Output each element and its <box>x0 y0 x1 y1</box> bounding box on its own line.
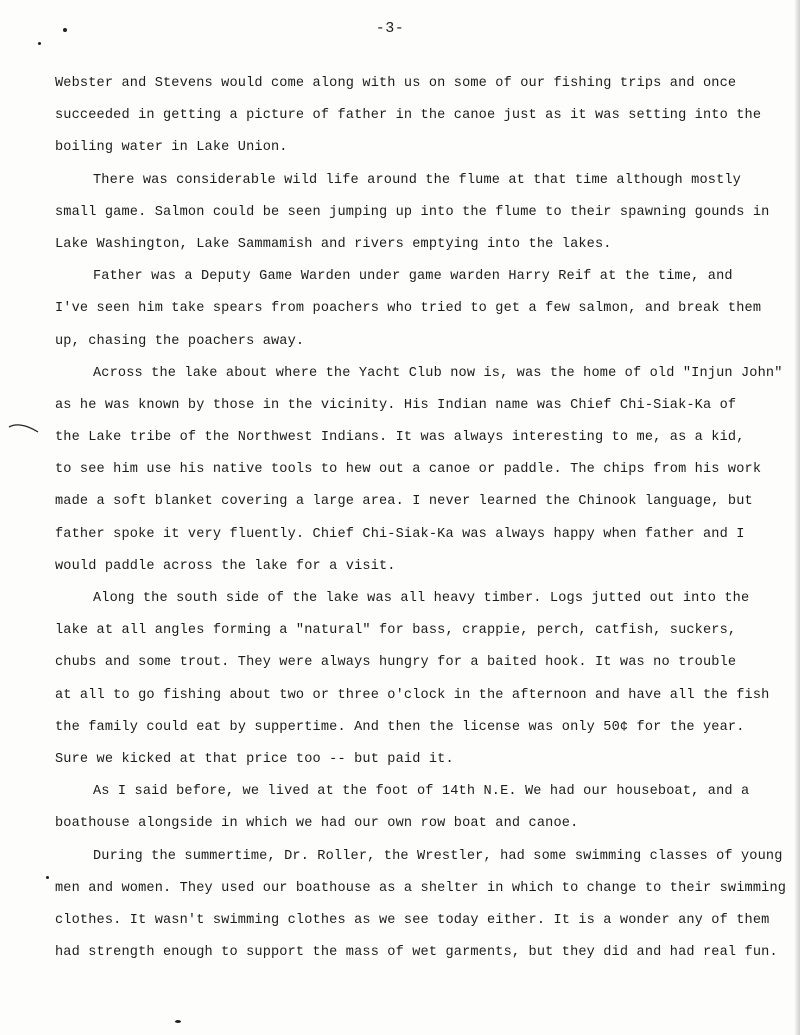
text-line: Lake Washington, Lake Sammamish and rivers emptying into the lakes. <box>55 236 612 252</box>
text-line: small game. Salmon could be seen jumping up into the flume to their spawning gounds in <box>55 204 770 220</box>
text-line: I've seen him take spears from poachers who tried to get a few salmon, and break them <box>55 301 762 317</box>
text-line: father spoke it very fluently. Chief Chi-Siak-Ka was always happy when father and I <box>55 526 745 542</box>
text-line: the Lake tribe of the Northwest Indians. It was always interesting to me, as a kid, <box>55 430 745 446</box>
text-line: chubs and some trout. They were always hungry for a baited hook. It was no trouble <box>55 655 737 671</box>
text-line: Father was a Deputy Game Warden under game warden Harry Reif at the time, and <box>93 269 733 285</box>
document-body <box>55 68 787 969</box>
text-line: at all to go fishing about two or three o'clock in the afternoon and have all the fish <box>55 687 770 703</box>
text-line: would paddle across the lake for a visit. <box>55 558 396 574</box>
text-line: the family could eat by suppertime. And then the license was only 50¢ for the year. <box>55 719 745 735</box>
scan-speck <box>38 42 41 45</box>
text-line: succeeded in getting a picture of father in the canoe just as it was setting into the <box>55 108 762 124</box>
text-line: boiling water in Lake Union. <box>55 140 288 156</box>
text-line: made a soft blanket covering a large area. I never learned the Chinook language, but <box>55 494 753 510</box>
text-line: men and women. They used our boathouse as a shelter in which to change to their swimming <box>55 880 787 896</box>
text-line: lake at all angles forming a "natural" for bass, crappie, perch, catfish, suckers, <box>55 623 737 639</box>
text-line: to see him use his native tools to hew out a canoe or paddle. The chips from his work <box>55 462 762 478</box>
page-edge-shadow <box>794 0 800 1035</box>
text-line: Along the south side of the lake was all heavy timber. Logs jutted out into the <box>93 591 750 606</box>
text-line: boathouse alongside in which we had our own row boat and canoe. <box>55 816 579 832</box>
text-line: Webster and Stevens would come along with us on some of our fishing trips and once <box>55 76 737 91</box>
scan-speck <box>63 28 67 32</box>
text-line: During the summertime, Dr. Roller, the Wrestler, had some swimming classes of young <box>93 848 783 864</box>
text-line: as he was known by those in the vicinity. His Indian name was Chief Chi-Siak-Ka of <box>55 397 737 413</box>
text-line: Sure we kicked at that price too -- but paid it. <box>55 751 454 767</box>
scan-speck <box>46 876 49 879</box>
text-line: Across the lake about where the Yacht Club now is, was the home of old "Injun John" <box>93 365 783 381</box>
text-line: up, chasing the poachers away. <box>55 333 305 349</box>
page-number: -3- <box>375 20 405 37</box>
margin-pen-stroke <box>8 420 40 436</box>
scan-speck <box>175 1020 181 1023</box>
text-line: As I said before, we lived at the foot of 14th N.E. We had our houseboat, and a <box>93 784 750 800</box>
text-line: There was considerable wild life around the flume at that time although mostly <box>93 172 741 188</box>
text-line: had strength enough to support the mass of wet garments, but they did and had real fun. <box>55 945 778 961</box>
text-line: clothes. It wasn't swimming clothes as we see today either. It is a wonder any of them <box>55 912 770 928</box>
